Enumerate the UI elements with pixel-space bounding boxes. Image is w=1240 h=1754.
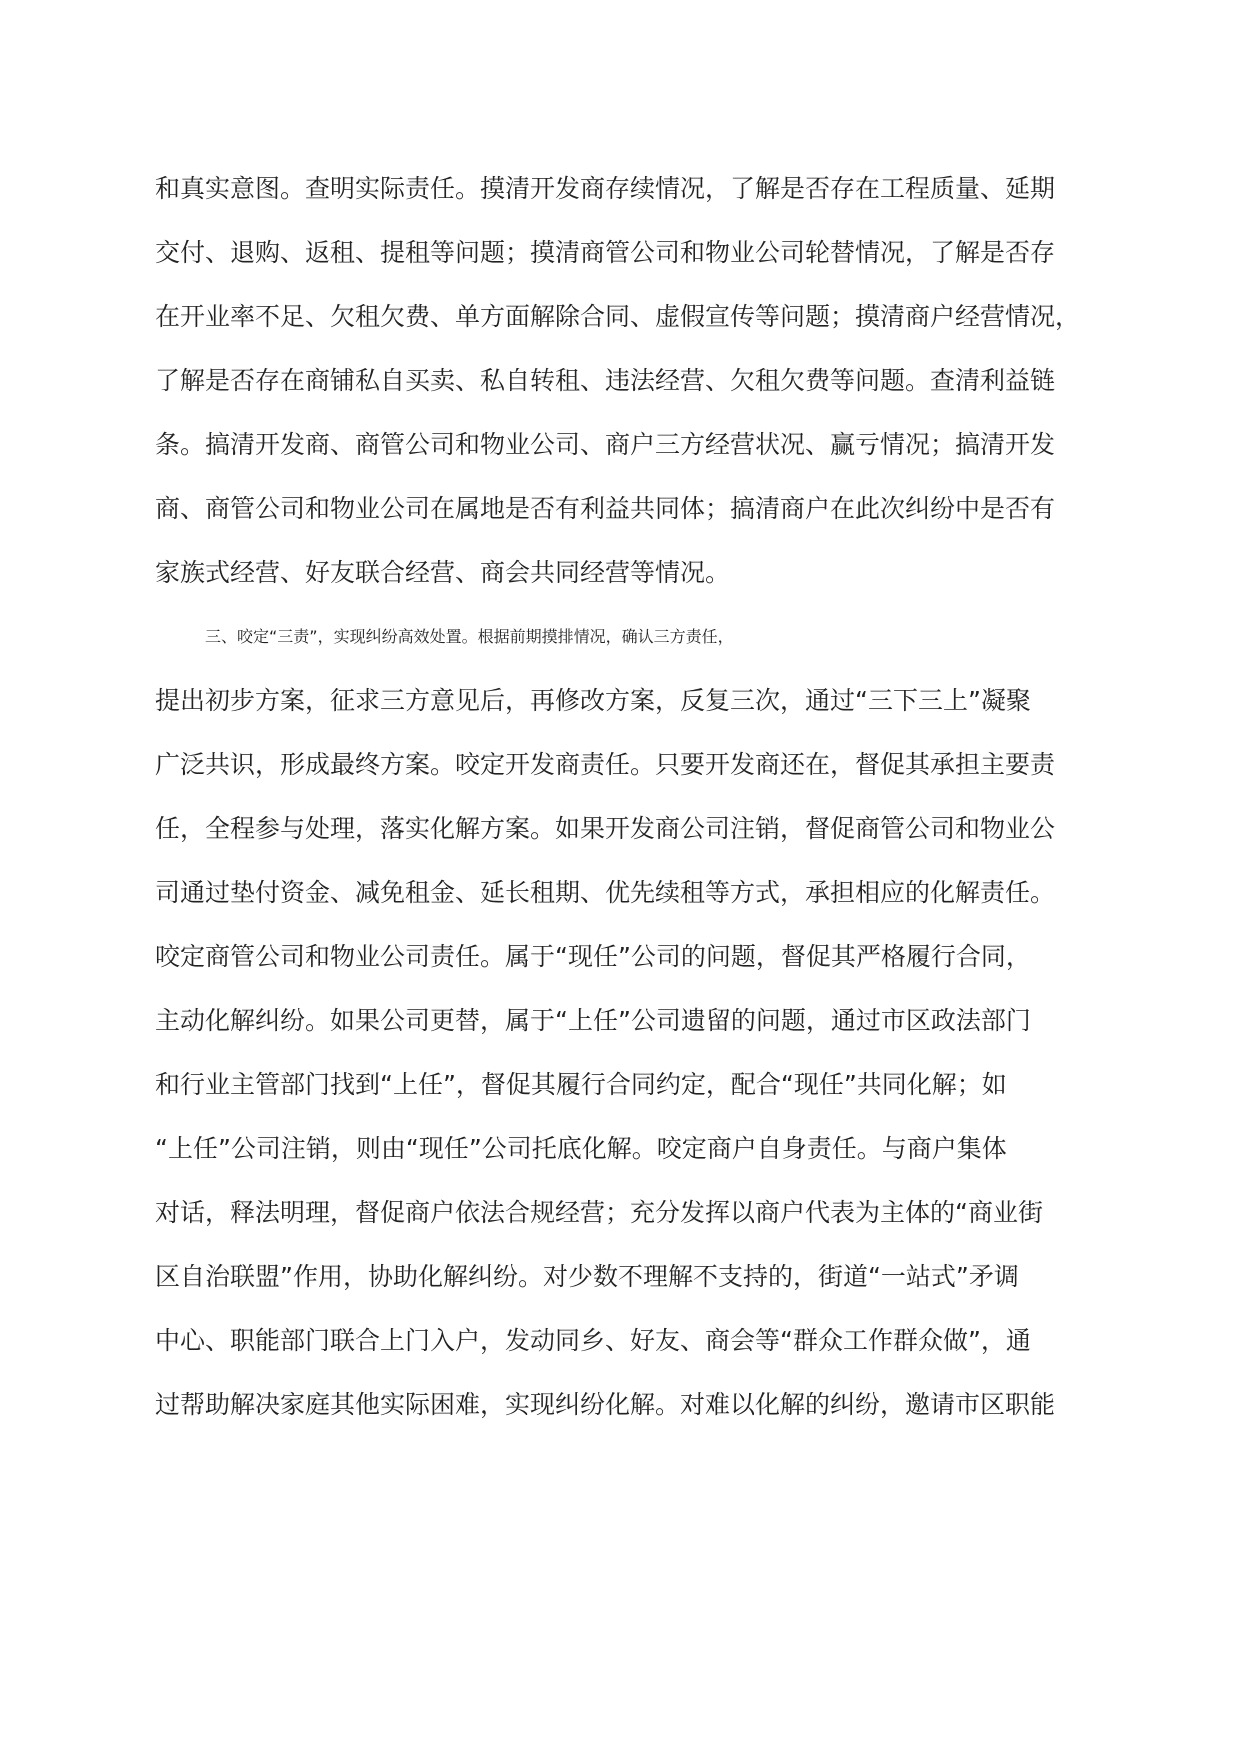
paragraph-line: 和真实意图。查明实际责任。摸清开发商存续情况，了解是否存在工程质量、延期 [155,174,1056,203]
paragraph-line: 和行业主管部门找到“上任”，督促其履行合同约定，配合“现任”共同化解；如 [155,1070,1007,1099]
paragraph-line: 交付、退购、返租、提租等问题；摸清商管公司和物业公司轮替情况，了解是否存 [155,238,1056,267]
paragraph-line: 商、商管公司和物业公司在属地是否有利益共同体；搞清商户在此次纠纷中是否有 [155,494,1056,523]
paragraph-line: 任，全程参与处理，落实化解方案。如果开发商公司注销，督促商管公司和物业公 [155,814,1056,843]
paragraph-line: 家族式经营、好友联合经营、商会共同经营等情况。 [155,558,731,587]
paragraph-line: 咬定商管公司和物业公司责任。属于“现任”公司的问题，督促其严格履行合同， [155,942,1031,971]
paragraph-line: 了解是否存在商铺私自买卖、私自转租、违法经营、欠租欠费等问题。查清利益链 [155,366,1056,395]
paragraph-line: 对话，释法明理，督促商户依法合规经营；充分发挥以商户代表为主体的“商业街 [155,1198,1043,1227]
paragraph-line: 主动化解纠纷。如果公司更替，属于“上任”公司遗留的问题，通过市区政法部门 [155,1006,1031,1035]
paragraph-line: 司通过垫付资金、减免租金、延长租期、优先续租等方式，承担相应的化解责任。 [155,878,1056,907]
paragraph-line: 提出初步方案，征求三方意见后，再修改方案，反复三次，通过“三下三上”凝聚 [155,686,1031,715]
paragraph-line: 在开业率不足、欠租欠费、单方面解除合同、虚假宣传等问题；摸清商户经营情况， [155,302,1081,331]
paragraph-line: “上任”公司注销，则由“现任”公司托底化解。咬定商户自身责任。与商户集体 [155,1134,1007,1163]
paragraph-line: 区自治联盟”作用，协助化解纠纷。对少数不理解不支持的，街道“一站式”矛调 [155,1262,1019,1291]
paragraph-line: 中心、职能部门联合上门入户，发动同乡、好友、商会等“群众工作群众做”，通 [155,1326,1031,1355]
paragraph-heading-line: 三、咬定“三责”，实现纠纷高效处置。根据前期摸排情况，确认三方责任， [205,627,734,646]
paragraph-line: 过帮助解决家庭其他实际困难，实现纠纷化解。对难以化解的纠纷，邀请市区职能 [155,1390,1056,1419]
paragraph-line: 广泛共识，形成最终方案。咬定开发商责任。只要开发商还在，督促其承担主要责 [155,750,1056,779]
paragraph-line: 条。搞清开发商、商管公司和物业公司、商户三方经营状况、赢亏情况；搞清开发 [155,430,1056,459]
